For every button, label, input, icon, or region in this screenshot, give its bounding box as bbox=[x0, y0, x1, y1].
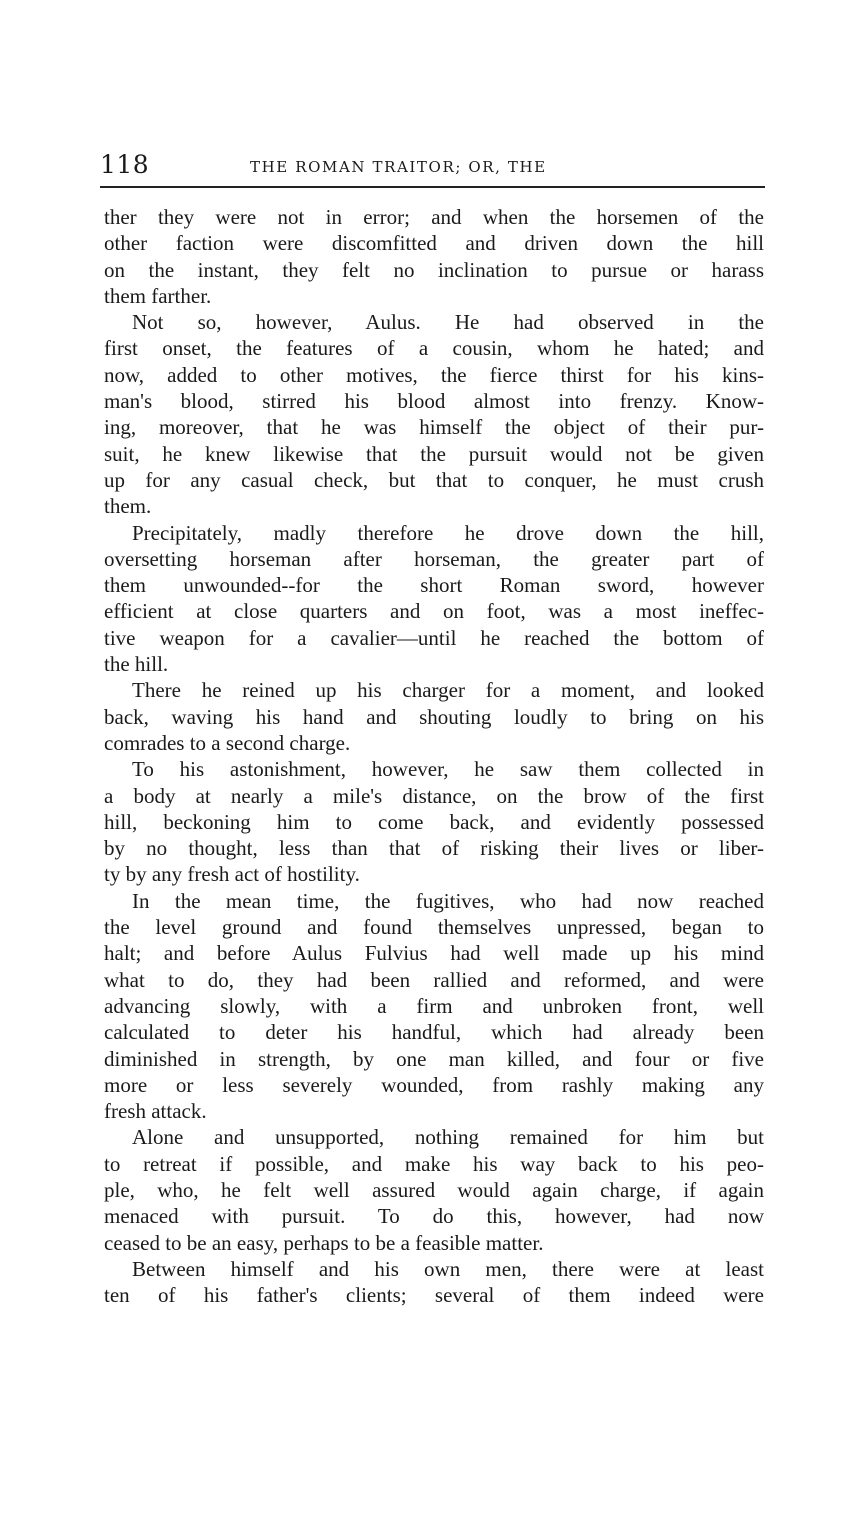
text-line: efficient at close quarters and on foot, was a most ineffec- bbox=[104, 599, 764, 624]
page-header bbox=[100, 150, 765, 186]
text-line: the hill. bbox=[104, 652, 169, 677]
text-line: to retreat if possible, and make his way back to his peo- bbox=[104, 1151, 764, 1176]
text-line: To his astonishment, however, he saw them collected in bbox=[132, 757, 764, 782]
text-line: Precipitately, madly therefore he drove down the hill, bbox=[132, 520, 764, 545]
text-line: ple, who, he felt well assured would again charge, if again bbox=[104, 1177, 764, 1202]
text-line: ther they were not in error; and when the horsemen of the bbox=[104, 205, 764, 229]
running-title: THE ROMAN TRAITOR; OR, THE bbox=[250, 158, 547, 176]
text-line: on the instant, they felt no inclination to pursue or harass bbox=[104, 257, 764, 282]
text-line: other faction were discomfitted and driven down the hill bbox=[104, 231, 764, 256]
text-line: tive weapon for a cavalier—until he reached the bottom of bbox=[104, 625, 764, 650]
text-line: Alone and unsupported, nothing remained for him but bbox=[132, 1125, 764, 1150]
text-line: halt; and before Aulus Fulvius had well made up his mind bbox=[104, 941, 764, 966]
text-line: a body at nearly a mile's distance, on the brow of the first bbox=[104, 783, 764, 808]
text-line: them. bbox=[104, 494, 152, 519]
text-line: ceased to be an easy, perhaps to be a feasible matter. bbox=[104, 1230, 544, 1255]
text-line: Between himself and his own men, there were at least bbox=[132, 1256, 764, 1281]
text-line: suit, he knew likewise that the pursuit would not be given bbox=[104, 441, 764, 466]
header-rule bbox=[100, 186, 765, 188]
text-line: fresh attack. bbox=[104, 1099, 207, 1124]
text-line: advancing slowly, with a firm and unbroken front, well bbox=[104, 993, 764, 1018]
text-line: diminished in strength, by one man killed, and four or five bbox=[104, 1046, 764, 1071]
text-line: Not so, however, Aulus. He had observed in the bbox=[132, 310, 764, 335]
text-line: ten of his father's clients; several of them indeed were bbox=[104, 1283, 764, 1308]
text-line: ty by any fresh act of hostility. bbox=[104, 862, 360, 887]
text-line: the level ground and found themselves unpressed, began to bbox=[104, 915, 764, 940]
text-line: back, waving his hand and shouting loudly to bring on his bbox=[104, 704, 764, 729]
text-line: calculated to deter his handful, which had already been bbox=[104, 1020, 764, 1045]
text-line: first onset, the features of a cousin, whom he hated; and bbox=[104, 336, 764, 361]
text-line: ing, moreover, that he was himself the object of their pur- bbox=[104, 415, 764, 440]
text-line: by no thought, less than that of risking their lives or liber- bbox=[104, 836, 764, 861]
text-line: up for any casual check, but that to conquer, he must crush bbox=[104, 467, 764, 492]
text-line: comrades to a second charge. bbox=[104, 730, 351, 755]
text-line: hill, beckoning him to come back, and evidently possessed bbox=[104, 809, 764, 834]
body-text bbox=[104, 204, 764, 1308]
text-line: them unwounded--for the short Roman sword, however bbox=[104, 573, 764, 598]
text-line: There he reined up his charger for a moment, and looked bbox=[132, 678, 764, 703]
text-line: oversetting horseman after horseman, the greater part of bbox=[104, 546, 764, 571]
text-line: what to do, they had been rallied and reformed, and were bbox=[104, 967, 764, 992]
text-line: In the mean time, the fugitives, who had now reached bbox=[132, 888, 764, 913]
text-line: now, added to other motives, the fierce thirst for his kins- bbox=[104, 362, 764, 387]
page-number: 118 bbox=[100, 150, 150, 179]
text-line: them farther. bbox=[104, 283, 212, 308]
text-line: man's blood, stirred his blood almost into frenzy. Know- bbox=[104, 389, 764, 414]
text-line: menaced with pursuit. To do this, however, had now bbox=[104, 1204, 764, 1229]
text-line: more or less severely wounded, from rashly making any bbox=[104, 1072, 764, 1097]
